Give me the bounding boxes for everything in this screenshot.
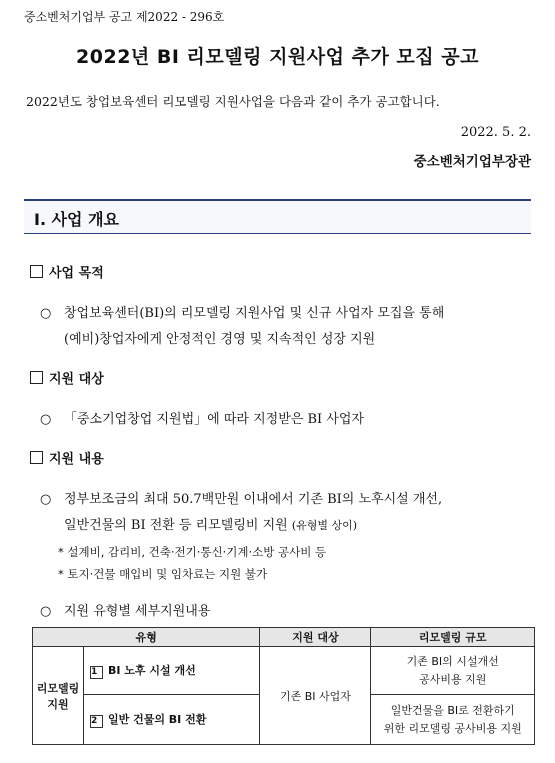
detail-line: ○ 지원 유형별 세부지원내용	[40, 604, 211, 619]
content-note-1: * 설계비, 감리비, 건축·전기·통신·기계·소방 공사비 등	[58, 545, 327, 559]
subheading-purpose: 사업 목적	[30, 262, 104, 281]
content-line-2: 일반건물의 BI 전환 등 리모델링비 지원 (유형별 상이)	[64, 518, 358, 533]
section-header	[24, 199, 531, 234]
circle-bullet-icon: ○	[40, 306, 52, 321]
purpose-line-2: (예비)창업자에게 안정적인 경영 및 지속적인 성장 지원	[64, 332, 376, 347]
notice-date: 2022. 5. 2.	[460, 125, 531, 140]
scale-cell: 기존 BI의 시설개선 공사비용 지원	[371, 647, 535, 695]
notice-number: 중소벤처기업부 공고 제2022 - 296호	[24, 10, 225, 24]
scale-cell: 일반건물을 BI로 전환하기 위한 리모델링 공사비용 지원	[371, 695, 535, 745]
checkbox-square-icon	[30, 451, 43, 464]
checkbox-square-icon	[30, 371, 43, 384]
signer: 중소벤처기업부장관	[413, 154, 531, 170]
circle-bullet-icon: ○	[40, 412, 52, 427]
table-header-scale: 리모델링 규모	[371, 628, 535, 647]
type-cell: 2 일반 건물의 BI 전환	[84, 695, 260, 745]
target-line-1: ○ 「중소기업창업 지원법」에 따라 지정받은 BI 사업자	[40, 412, 364, 427]
purpose-line-1: ○ 창업보육센터(BI)의 리모델링 지원사업 및 신규 사업자 모집을 통해	[40, 306, 445, 321]
content-note-2: * 토지·건물 매입비 및 임차료는 지원 불가	[58, 567, 268, 581]
support-type-table	[32, 627, 535, 745]
table-header-target: 지원 대상	[260, 628, 371, 647]
checkbox-square-icon	[30, 265, 43, 278]
circle-bullet-icon: ○	[40, 604, 52, 619]
subheading-target: 지원 대상	[30, 368, 104, 387]
subheading-content: 지원 내용	[30, 448, 104, 467]
content-line-1: ○ 정부보조금의 최대 50.7백만원 이내에서 기존 BI의 노후시설 개선,	[40, 492, 443, 507]
type-cell: 1 BI 노후 시설 개선	[84, 647, 260, 695]
circle-bullet-icon: ○	[40, 492, 52, 507]
page-title: 2022년 BI 리모델링 지원사업 추가 모집 공고	[76, 46, 479, 68]
table-row	[33, 647, 535, 695]
section-title: Ⅰ. 사업 개요	[34, 210, 119, 229]
table-header-row	[33, 628, 535, 647]
group-label-cell: 리모델링 지원	[33, 647, 84, 745]
table-header-type: 유형	[33, 628, 260, 647]
intro-text: 2022년도 창업보육센터 리모델링 지원사업을 다음과 같이 추가 공고합니다.	[26, 94, 440, 109]
target-cell: 기존 BI 사업자	[260, 647, 371, 745]
